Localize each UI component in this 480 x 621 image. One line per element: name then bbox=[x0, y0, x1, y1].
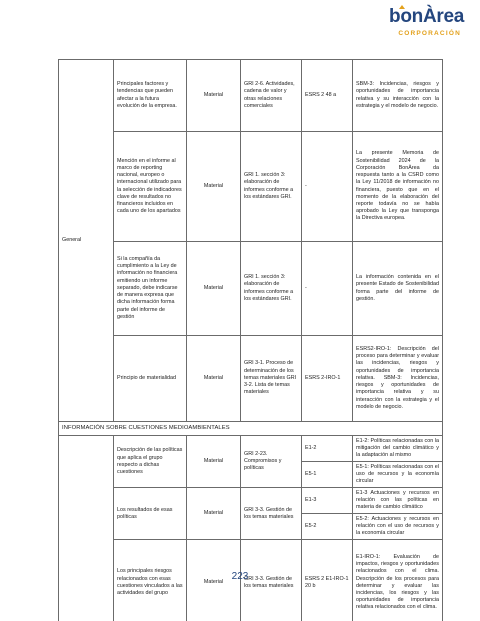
gri-cell: GRI 2-6. Actividades, cadena de valor y otras relaciones comerciales bbox=[241, 60, 302, 132]
type-cell: Material bbox=[187, 540, 241, 621]
topic-cell: Descripción de las políticas que aplica el grupo respecto a dichas cuestiones bbox=[114, 436, 187, 488]
table-row bbox=[59, 336, 443, 422]
gri-cell: GRI 3-1. Proceso de determinación de los temas materiales GRI 3-2. Lista de temas materiales bbox=[241, 336, 302, 422]
gri-cell: GRI 2-23. Compromisos y políticas bbox=[241, 436, 302, 488]
description-cell: E5-2: Actuaciones y recursos en relación con el uso de recursos y la economía circular bbox=[353, 514, 443, 540]
topic-cell: Mención en el informe al marco de reporting nacional, europeo o internacional utilizado para la selección de indicadores clave de resultados no financieros incluidos en cada uno de los apartados bbox=[114, 132, 187, 242]
type-cell: Material bbox=[187, 242, 241, 336]
topic-cell: Si la compañía da cumplimiento a la Ley de información no financiera emitiendo un informe separado, debe indicarse de manera expresa que dicha información forma parte del informe de gestión bbox=[114, 242, 187, 336]
gri-cell: GRI 1. sección 3: elaboración de informes conforme a los estándares GRI. bbox=[241, 242, 302, 336]
topic-cell: Principales factores y tendencias que pueden afectar a la futura evolución de la empresa. bbox=[114, 60, 187, 132]
section-title: INFORMACIÓN SOBRE CUESTIONES MEDIOAMBIENTALES bbox=[59, 422, 443, 436]
topic-cell: Los resultados de esas políticas bbox=[114, 488, 187, 540]
reporting-table bbox=[58, 59, 443, 621]
description-cell: E5-1: Políticas relacionadas con el uso de recursos y la economía circular bbox=[353, 462, 443, 488]
bonarea-logo bbox=[352, 6, 464, 42]
description-cell: E1-IRO-1: Evaluación de impactos, riesgos y oportunidades relacionados con el clima. Descripción de los procesos para determinar y evaluar las incidencias, los riesgos y las oportunidades de importancia relativa relacionados con el clima. bbox=[353, 540, 443, 621]
esrs-cell: E1-2 bbox=[302, 436, 353, 462]
description-cell: ESRS2-IRO-1: Descripción del proceso para determinar y evaluar las incidencias, riesgos y oportunidades de importancia relativa. SBM-3: Incidencias, riesgos y oportunidades de importancia relativa y su interacción con la estrategia y el modelo de negocio. bbox=[353, 336, 443, 422]
esrs-cell: ESRS 2-IRO-1 bbox=[302, 336, 353, 422]
esrs-cell: ESRS 2 E1-IRO-1 20 b bbox=[302, 540, 353, 621]
topic-cell: Principio de materialidad bbox=[114, 336, 187, 422]
description-cell: La información contenida en el presente Estado de Sostenibilidad forma parte del informe de gestión. bbox=[353, 242, 443, 336]
esrs-cell: - bbox=[302, 242, 353, 336]
esrs-cell: E5-2 bbox=[302, 514, 353, 540]
gri-cell: GRI 3-3. Gestión de los temas materiales bbox=[241, 488, 302, 540]
topic-cell: Los principales riesgos relacionados con esas cuestiones vinculados a las actividades del grupo bbox=[114, 540, 187, 621]
table-row bbox=[59, 60, 443, 132]
table-row bbox=[59, 436, 443, 462]
description-cell: E1-3 Actuaciones y recursos en relación con las políticas en materia de cambio climático bbox=[353, 488, 443, 514]
type-cell: Material bbox=[187, 436, 241, 488]
gri-cell: GRI 3-3. Gestión de los temas materiales bbox=[241, 540, 302, 621]
esrs-cell: E5-1 bbox=[302, 462, 353, 488]
type-cell: Material bbox=[187, 132, 241, 242]
section-header-row bbox=[59, 422, 443, 436]
logo-subtitle: CORPORACIÓN bbox=[398, 30, 461, 37]
description-cell: La presente Memoria de Sostenibilidad 2024 de la Corporación BonÀrea da respuesta tanto a la CSRD como la Ley 11/2018 de información no financiera, puesto que en el momento de la elaboración del reporte todavía no se había aprobado la Ley que transponga la Directiva europea. bbox=[353, 132, 443, 242]
description-cell: E1-2: Políticas relacionadas con la mitigación del cambio climático y la adaptación al mismo bbox=[353, 436, 443, 462]
esrs-cell: E1-3 bbox=[302, 488, 353, 514]
page-number: 223 bbox=[231, 571, 249, 582]
table-row bbox=[59, 488, 443, 514]
esrs-cell: ESRS 2 48 a bbox=[302, 60, 353, 132]
logo-name: bonÀrea bbox=[389, 6, 464, 27]
table-row bbox=[59, 242, 443, 336]
description-cell: SBM-3: Incidencias, riesgos y oportunidades de importancia relativa y su interacción con la estrategia y el modelo de negocio. bbox=[353, 60, 443, 132]
table-row bbox=[59, 132, 443, 242]
type-cell: Material bbox=[187, 488, 241, 540]
category-cell-empty bbox=[59, 436, 114, 621]
gri-cell: GRI 1. sección 3: elaboración de informes conforme a los estándares GRI. bbox=[241, 132, 302, 242]
type-cell: Material bbox=[187, 60, 241, 132]
category-cell: General bbox=[59, 60, 114, 422]
esrs-cell: - bbox=[302, 132, 353, 242]
type-cell: Material bbox=[187, 336, 241, 422]
